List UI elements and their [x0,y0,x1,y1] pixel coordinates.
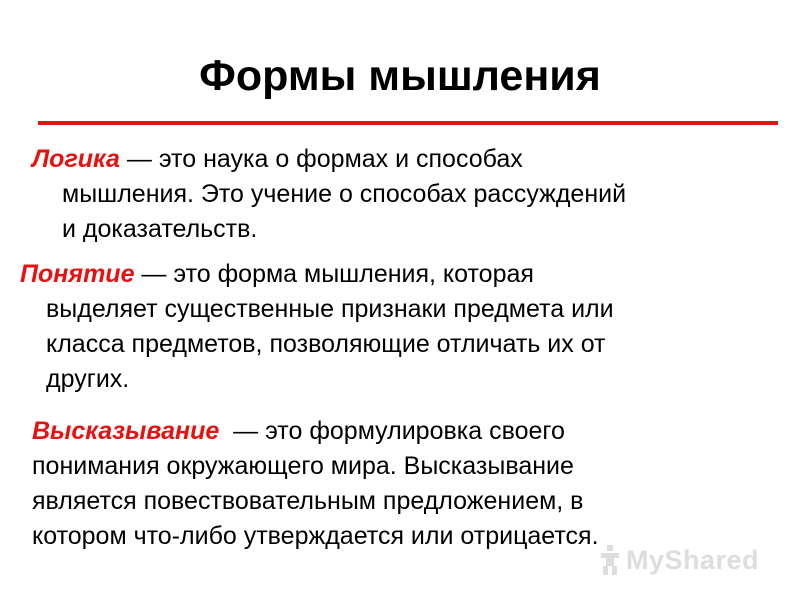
definition-text: является повествовательным предложением, в [32,487,584,515]
definition-text: мышления. Это учение о способах рассуждений [62,180,627,208]
term-statement: Высказывание [32,417,220,445]
definition-text: других. [46,365,130,393]
definition-first-line [20,257,792,292]
watermark-text: MyShared [626,544,760,575]
definition-text: — это наука о формах и способах [119,145,523,173]
definition-text: — это формулировка своего [219,417,565,445]
definition-text: котором что-либо утверждается или отрицается. [32,522,599,550]
definition-logic [20,142,788,247]
definition-first-line [32,414,792,449]
pixel-figure-icon [598,545,622,575]
definition-statement [32,414,792,554]
title-underline [38,121,778,125]
watermark [598,540,768,580]
term-concept: Понятие [20,260,135,288]
definition-text: класса предметов, позволяющие отличать их от [46,330,606,358]
definition-text: выделяет существенные признаки предмета или [46,295,614,323]
definition-text: и доказательств. [62,215,258,243]
slide-title: Формы мышления [199,52,601,100]
definition-concept [20,257,792,397]
definition-text: — это форма мышления, которая [134,260,534,288]
term-logic: Логика [32,145,120,173]
definition-text: понимания окружающего мира. Высказывание [32,452,574,480]
definition-first-line [20,142,788,177]
